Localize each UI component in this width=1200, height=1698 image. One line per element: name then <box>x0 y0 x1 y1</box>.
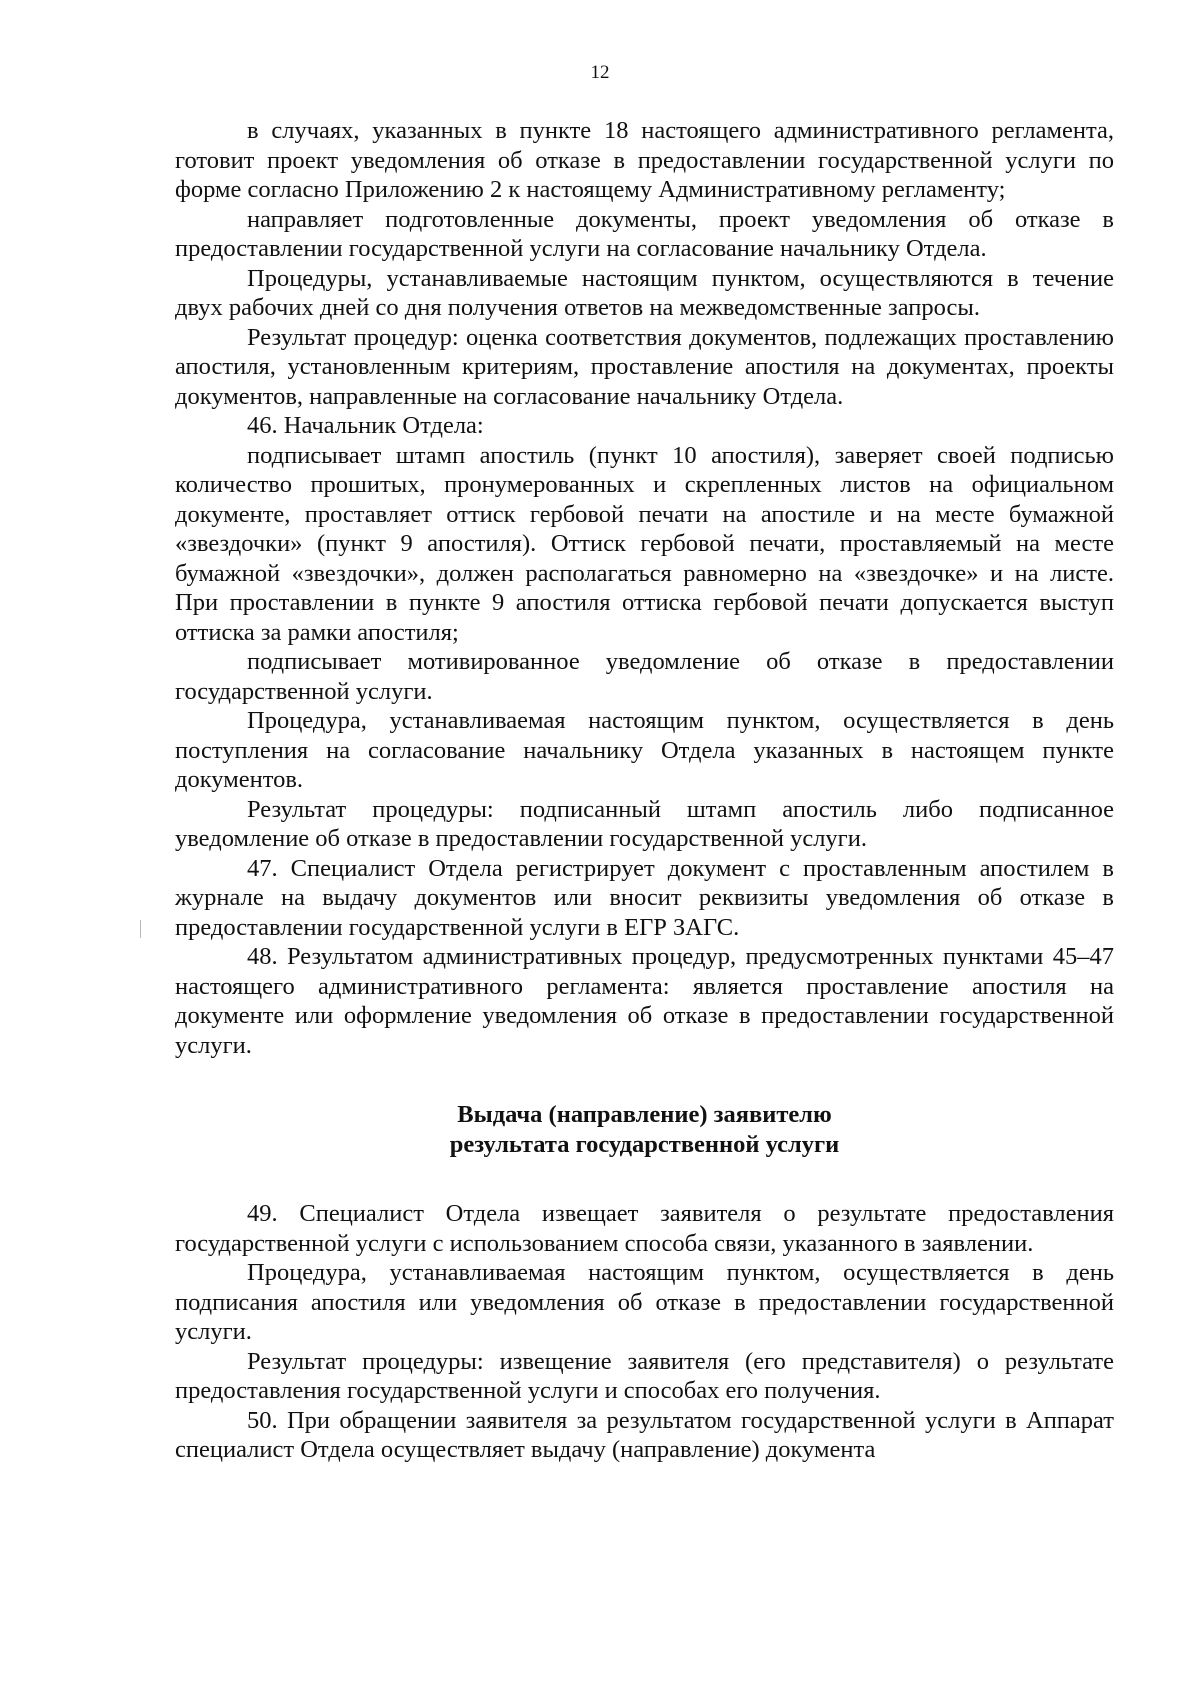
paragraph-refusal-draft: в случаях, указанных в пункте 18 настоящего административного регламента, готовит проект уведомления об отказе в предоставлении государственной услуги по форме согласно Приложению 2 к настоящему Административному регламенту; <box>175 117 1114 203</box>
section-heading-line-2: результата государственной услуги <box>449 1131 840 1158</box>
scan-artifact-line <box>140 920 141 938</box>
paragraph-procedures-result: Результат процедур: оценка соответствия документов, подлежащих проставлению апостиля, установленным критериям, проставление апостиля на документах, проекты документов, направленные на согласование начальнику Отдела. <box>175 323 1114 410</box>
paragraph-procedures-term: Процедуры, устанавливаемые настоящим пунктом, осуществляются в течение двух рабочих дней со дня получения ответов на межведомственные запросы. <box>175 264 1114 321</box>
paragraph-send-for-approval: направляет подготовленные документы, проект уведомления об отказе в предоставлении государственной услуги на согласование начальнику Отдела. <box>175 205 1114 262</box>
paragraph-procedure-day: Процедура, устанавливаемая настоящим пунктом, осуществляется в день поступления на согласование начальнику Отдела указанных в настоящем пункте документов. <box>175 707 1114 793</box>
paragraph-sign-refusal: подписывает мотивированное уведомление об отказе в предоставлении государственной услуги. <box>175 648 1114 705</box>
page-number: 12 <box>590 62 610 83</box>
paragraph-procedure-result: Результат процедуры: подписанный штамп апостиль либо подписанное уведомление об отказе в предоставлении государственной услуги. <box>175 795 1114 852</box>
paragraph-item-48: 48. Результатом административных процедур, предусмотренных пунктами 45–47 настоящего административного регламента: является проставление апостиля на документе или оформление уведомления об отказе в предоставлении государственной услуги. <box>175 943 1114 1059</box>
paragraph-notification-day: Процедура, устанавливаемая настоящим пунктом, осуществляется в день подписания апостиля или уведомления об отказе в предоставлении государственной услуги. <box>175 1259 1114 1345</box>
paragraph-sign-apostille: подписывает штамп апостиль (пункт 10 апостиля), заверяет своей подписью количество прошитых, пронумерованных и скрепленных листов на официальном документе, проставляет оттиск гербовой печати на апостиле и на месте бумажной «звездочки» (пункт 9 апостиля). Оттиск гербовой печати, проставляемый на месте бумажной «звездочки», должен располагаться равномерно на «звездочке» и на листе. При проставлении в пункте 9 апостиля оттиска гербовой печати допускается выступ оттиска за рамки апостиля; <box>175 441 1114 646</box>
paragraph-item-49: 49. Специалист Отдела извещает заявителя о результате предоставления государственной услуги с использованием способа связи, указанного в заявлении. <box>175 1200 1114 1257</box>
paragraph-item-50: 50. При обращении заявителя за результатом государственной услуги в Аппарат специалист Отдела осуществляет выдачу (направление) документа <box>175 1406 1114 1463</box>
section-heading-line-1: Выдача (направление) заявителю <box>457 1101 832 1128</box>
paragraph-item-46: 46. Начальник Отдела: <box>247 412 484 439</box>
paragraph-notification-result: Результат процедуры: извещение заявителя (его представителя) о результате предоставления государственной услуги и способах его получения. <box>175 1347 1114 1404</box>
document-body <box>175 116 1114 1465</box>
paragraph-item-47: 47. Специалист Отдела регистрирует документ с проставленным апостилем в журнале на выдачу документов или вносит реквизиты уведомления об отказе в предоставлении государственной услуги в ЕГР ЗАГС. <box>175 854 1114 941</box>
section-heading <box>175 1100 1114 1160</box>
